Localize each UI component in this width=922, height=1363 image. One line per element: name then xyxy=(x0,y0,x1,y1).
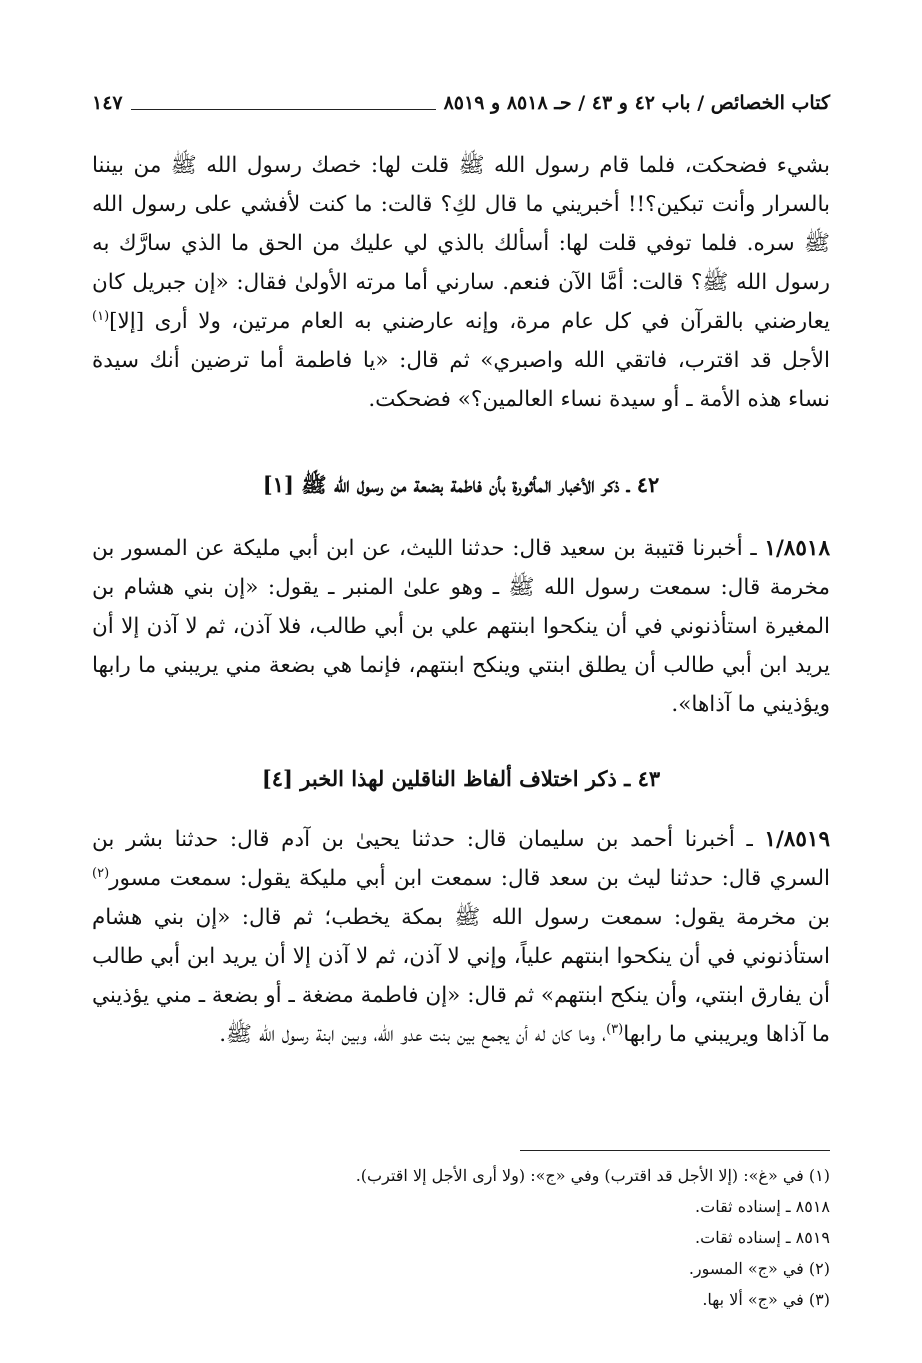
footnote-ref-3: (٣) xyxy=(606,1021,624,1037)
footnote-ref-2: (٢) xyxy=(92,865,110,881)
footnote-ref-1: (١) xyxy=(92,308,110,324)
hadith-number: ١/٨٥١٩ xyxy=(764,827,830,852)
page-number: ١٤٧ xyxy=(92,92,123,114)
hadith-8519 xyxy=(92,820,830,1054)
footnotes xyxy=(92,1160,830,1315)
footnote-item: ٨٥١٨ ـ إسناده ثقات. xyxy=(695,1197,830,1216)
section-heading-42: ٤٢ ـ ذكر الأخبار المأثورة بأن فاطمة بضعة من رسول الله ﷺ [١] xyxy=(262,472,660,497)
header-title: كتاب الخصائص / باب ٤٢ و ٤٣ / حـ ٨٥١٨ و ٨٥١٩ xyxy=(443,92,830,114)
footnote-separator xyxy=(520,1150,830,1151)
footnote-item: (١) في «غ»: (إلا الأجل قد اقترب) وفي «ج»: (ولا أرى الأجل إلا اقترب). xyxy=(355,1166,830,1185)
footnote-item: ٨٥١٩ ـ إسناده ثقات. xyxy=(695,1228,830,1247)
paragraph-continued xyxy=(92,146,830,419)
hadith-text-a: ـ أخبرنا أحمد بن سليمان قال: حدثنا يحيىٰ بن آدم قال: حدثنا بشر بن السري قال: حدثنا ليث بن سعد قال: سمعت ابن أبي مليكة يقول: سمعت مسور xyxy=(92,827,830,891)
hadith-number: ١/٨٥١٨ xyxy=(764,536,830,561)
running-header xyxy=(92,88,830,118)
hadith-text-c: ، وما كان له أن يجمع بين بنت عدو الله، وبين ابنة رسول الله ﷺ. xyxy=(219,1022,607,1047)
paragraph1-rest: الأجل قد اقترب، فاتقي الله واصبري» ثم قال: «يا فاطمة أما ترضين أنك سيدة نساء هذه الأمة ـ أو سيدة نساء العالمين؟» فضحكت. xyxy=(92,348,830,412)
section-heading-43: ٤٣ ـ ذكر اختلاف ألفاظ الناقلين لهذا الخبر [٤] xyxy=(261,766,661,791)
footnote-item: (٢) في «ج» المسور. xyxy=(688,1259,830,1278)
hadith-text: ـ أخبرنا قتيبة بن سعيد قال: حدثنا الليث، عن ابن أبي مليكة عن المسور بن مخرمة قال: سمعت رسول الله ﷺ ـ وهو علىٰ المنبر ـ يقول: «إن بني هشام بن المغيرة استأذنوني في أن ينكحوا ابنتهم علي بن أبي طالب، فلا آذن، ثم لا آذن إلا أن يريد ابن أبي طالب أن يطلق ابنتي وينكح ابنتهم، فإنما هي بضعة مني يريبني ما رابها ويؤذيني ما آذاها». xyxy=(92,536,830,717)
hadith-text-b: بن مخرمة يقول: سمعت رسول الله ﷺ بمكة يخطب؛ ثم قال: «إن بني هشام استأذنوني في أن ينكحوا ابنتهم علياً، وإني لا آذن، ثم لا آذن إلا أن يريد ابن أبي طالب أن يفارق ابنتي، وأن ينكح ابنتهم» ثم قال: «إن فاطمة مضغة ـ أو بضعة ـ مني يؤذيني ما آذاها ويريبني ما رابها xyxy=(92,905,830,1047)
paragraph1-text: بشيء فضحكت، فلما قام رسول الله ﷺ قلت لها: خصك رسول الله ﷺ من بيننا بالسرار وأنت تبكين؟!! أخبريني ما قال لكِ؟ قالت: ما كنت لأفشي على رسول الله ﷺ سره. فلما توفي قلت لها: أسألك بالذي لي عليك من الحق ما الذي سارَّك به رسول الله ﷺ؟ قالت: أمَّا الآن فنعم. سارني أما مرته الأولىٰ فقال: «إن جبريل كان يعارضني بالقرآن في كل عام مرة، وإنه عارضني به العام مرتين، ولا أرى [إلا] xyxy=(92,153,831,334)
hadith-8518 xyxy=(92,529,830,724)
footnote-item: (٣) في «ج» ألا بها. xyxy=(702,1290,830,1309)
header-rule xyxy=(131,109,436,110)
